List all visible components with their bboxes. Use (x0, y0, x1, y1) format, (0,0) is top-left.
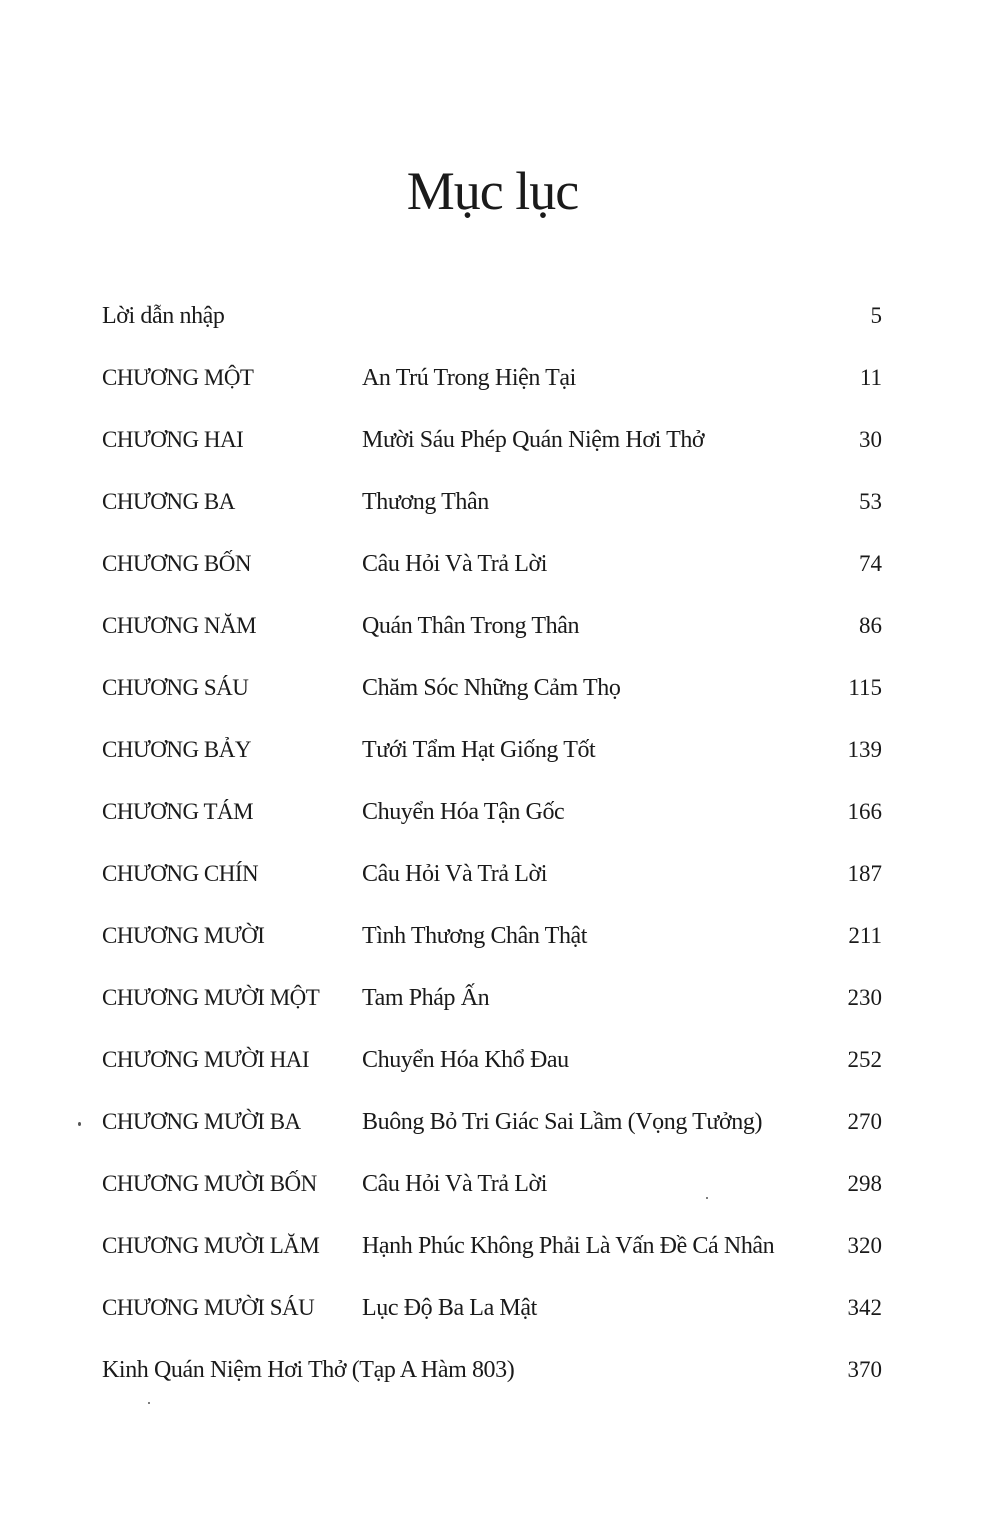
toc-row-intro (102, 290, 882, 352)
toc-row (102, 848, 882, 910)
toc-row (102, 352, 882, 414)
chapter-number: CHƯƠNG MỘT (102, 365, 254, 390)
scan-speck (706, 1197, 708, 1199)
chapter-title: Chuyển Hóa Khổ Đau (362, 1047, 569, 1073)
chapter-page-number: 211 (848, 923, 882, 948)
page-title: Mục lục (406, 161, 579, 221)
chapter-title: Tam Pháp Ấn (362, 985, 490, 1011)
toc-row (102, 1034, 882, 1096)
chapter-title: Hạnh Phúc Không Phải Là Vấn Đề Cá Nhân (362, 1233, 775, 1259)
scan-speck (148, 1402, 150, 1404)
chapter-page-number: 30 (859, 427, 882, 452)
chapter-title: Câu Hỏi Và Trả Lời (362, 861, 548, 887)
chapter-number: CHƯƠNG MƯỜI (102, 923, 265, 948)
toc-row (102, 1282, 882, 1344)
intro-label: Lời dẫn nhập (102, 303, 225, 329)
chapter-page-number: 139 (847, 737, 882, 762)
chapter-number: CHƯƠNG TÁM (102, 799, 254, 824)
chapter-number: CHƯƠNG BỐN (102, 551, 251, 576)
toc-row (102, 662, 882, 724)
chapter-number: CHƯƠNG MƯỜI BA (102, 1109, 301, 1134)
chapter-page-number: 320 (847, 1233, 882, 1258)
toc-row (102, 1220, 882, 1282)
chapter-number: CHƯƠNG BA (102, 489, 235, 514)
chapter-number: CHƯƠNG SÁU (102, 675, 249, 700)
intro-page-number: 5 (870, 303, 882, 328)
chapter-number: CHƯƠNG MƯỜI BỐN (102, 1171, 317, 1196)
chapter-title: Buông Bỏ Tri Giác Sai Lầm (Vọng Tưởng) (362, 1109, 763, 1135)
chapter-page-number: 166 (847, 799, 882, 824)
chapter-title: Mười Sáu Phép Quán Niệm Hơi Thở (362, 427, 705, 453)
chapter-number: CHƯƠNG CHÍN (102, 861, 259, 886)
chapter-title: Tưới Tẩm Hạt Giống Tốt (362, 737, 596, 763)
toc-row (102, 538, 882, 600)
chapter-number: CHƯƠNG MƯỜI SÁU (102, 1295, 315, 1320)
toc-row (102, 1158, 882, 1220)
chapter-page-number: 11 (859, 365, 882, 390)
toc-row (102, 476, 882, 538)
chapter-number: CHƯƠNG NĂM (102, 613, 257, 638)
chapter-number: CHƯƠNG MƯỜI LĂM (102, 1233, 320, 1258)
toc-row (102, 1096, 882, 1158)
chapter-number: CHƯƠNG MƯỜI MỘT (102, 985, 320, 1010)
chapter-title: Quán Thân Trong Thân (362, 613, 580, 639)
chapter-number: CHƯƠNG BẢY (102, 737, 251, 762)
chapter-page-number: 115 (848, 675, 882, 700)
chapter-number: CHƯƠNG HAI (102, 427, 244, 452)
chapter-page-number: 74 (859, 551, 882, 576)
chapter-title: An Trú Trong Hiện Tại (362, 365, 576, 391)
toc-row (102, 972, 882, 1034)
chapter-title: Lục Độ Ba La Mật (362, 1295, 537, 1321)
toc-row (102, 910, 882, 972)
chapter-page-number: 230 (847, 985, 882, 1010)
appendix-page-number: 370 (847, 1357, 882, 1382)
chapter-number: CHƯƠNG MƯỜI HAI (102, 1047, 310, 1072)
chapter-page-number: 187 (847, 861, 882, 886)
chapter-title: Tình Thương Chân Thật (362, 923, 588, 949)
toc-row (102, 786, 882, 848)
toc-row (102, 414, 882, 476)
chapter-page-number: 53 (859, 489, 882, 514)
chapter-page-number: 342 (847, 1295, 882, 1320)
chapter-page-number: 86 (859, 613, 882, 638)
chapter-title: Câu Hỏi Và Trả Lời (362, 551, 548, 577)
table-of-contents (102, 290, 882, 1406)
chapter-title: Thương Thân (362, 489, 489, 515)
appendix-label: Kinh Quán Niệm Hơi Thở (Tạp A Hàm 803) (102, 1357, 515, 1383)
chapter-page-number: 298 (847, 1171, 882, 1196)
chapter-page-number: 252 (847, 1047, 882, 1072)
chapter-page-number: 270 (847, 1109, 882, 1134)
toc-row-appendix (102, 1344, 882, 1406)
chapter-title: Câu Hỏi Và Trả Lời (362, 1171, 548, 1197)
toc-row (102, 600, 882, 662)
toc-row (102, 724, 882, 786)
chapter-title: Chuyển Hóa Tận Gốc (362, 799, 565, 825)
scan-speck (78, 1122, 81, 1126)
chapter-title: Chăm Sóc Những Cảm Thọ (362, 675, 621, 701)
